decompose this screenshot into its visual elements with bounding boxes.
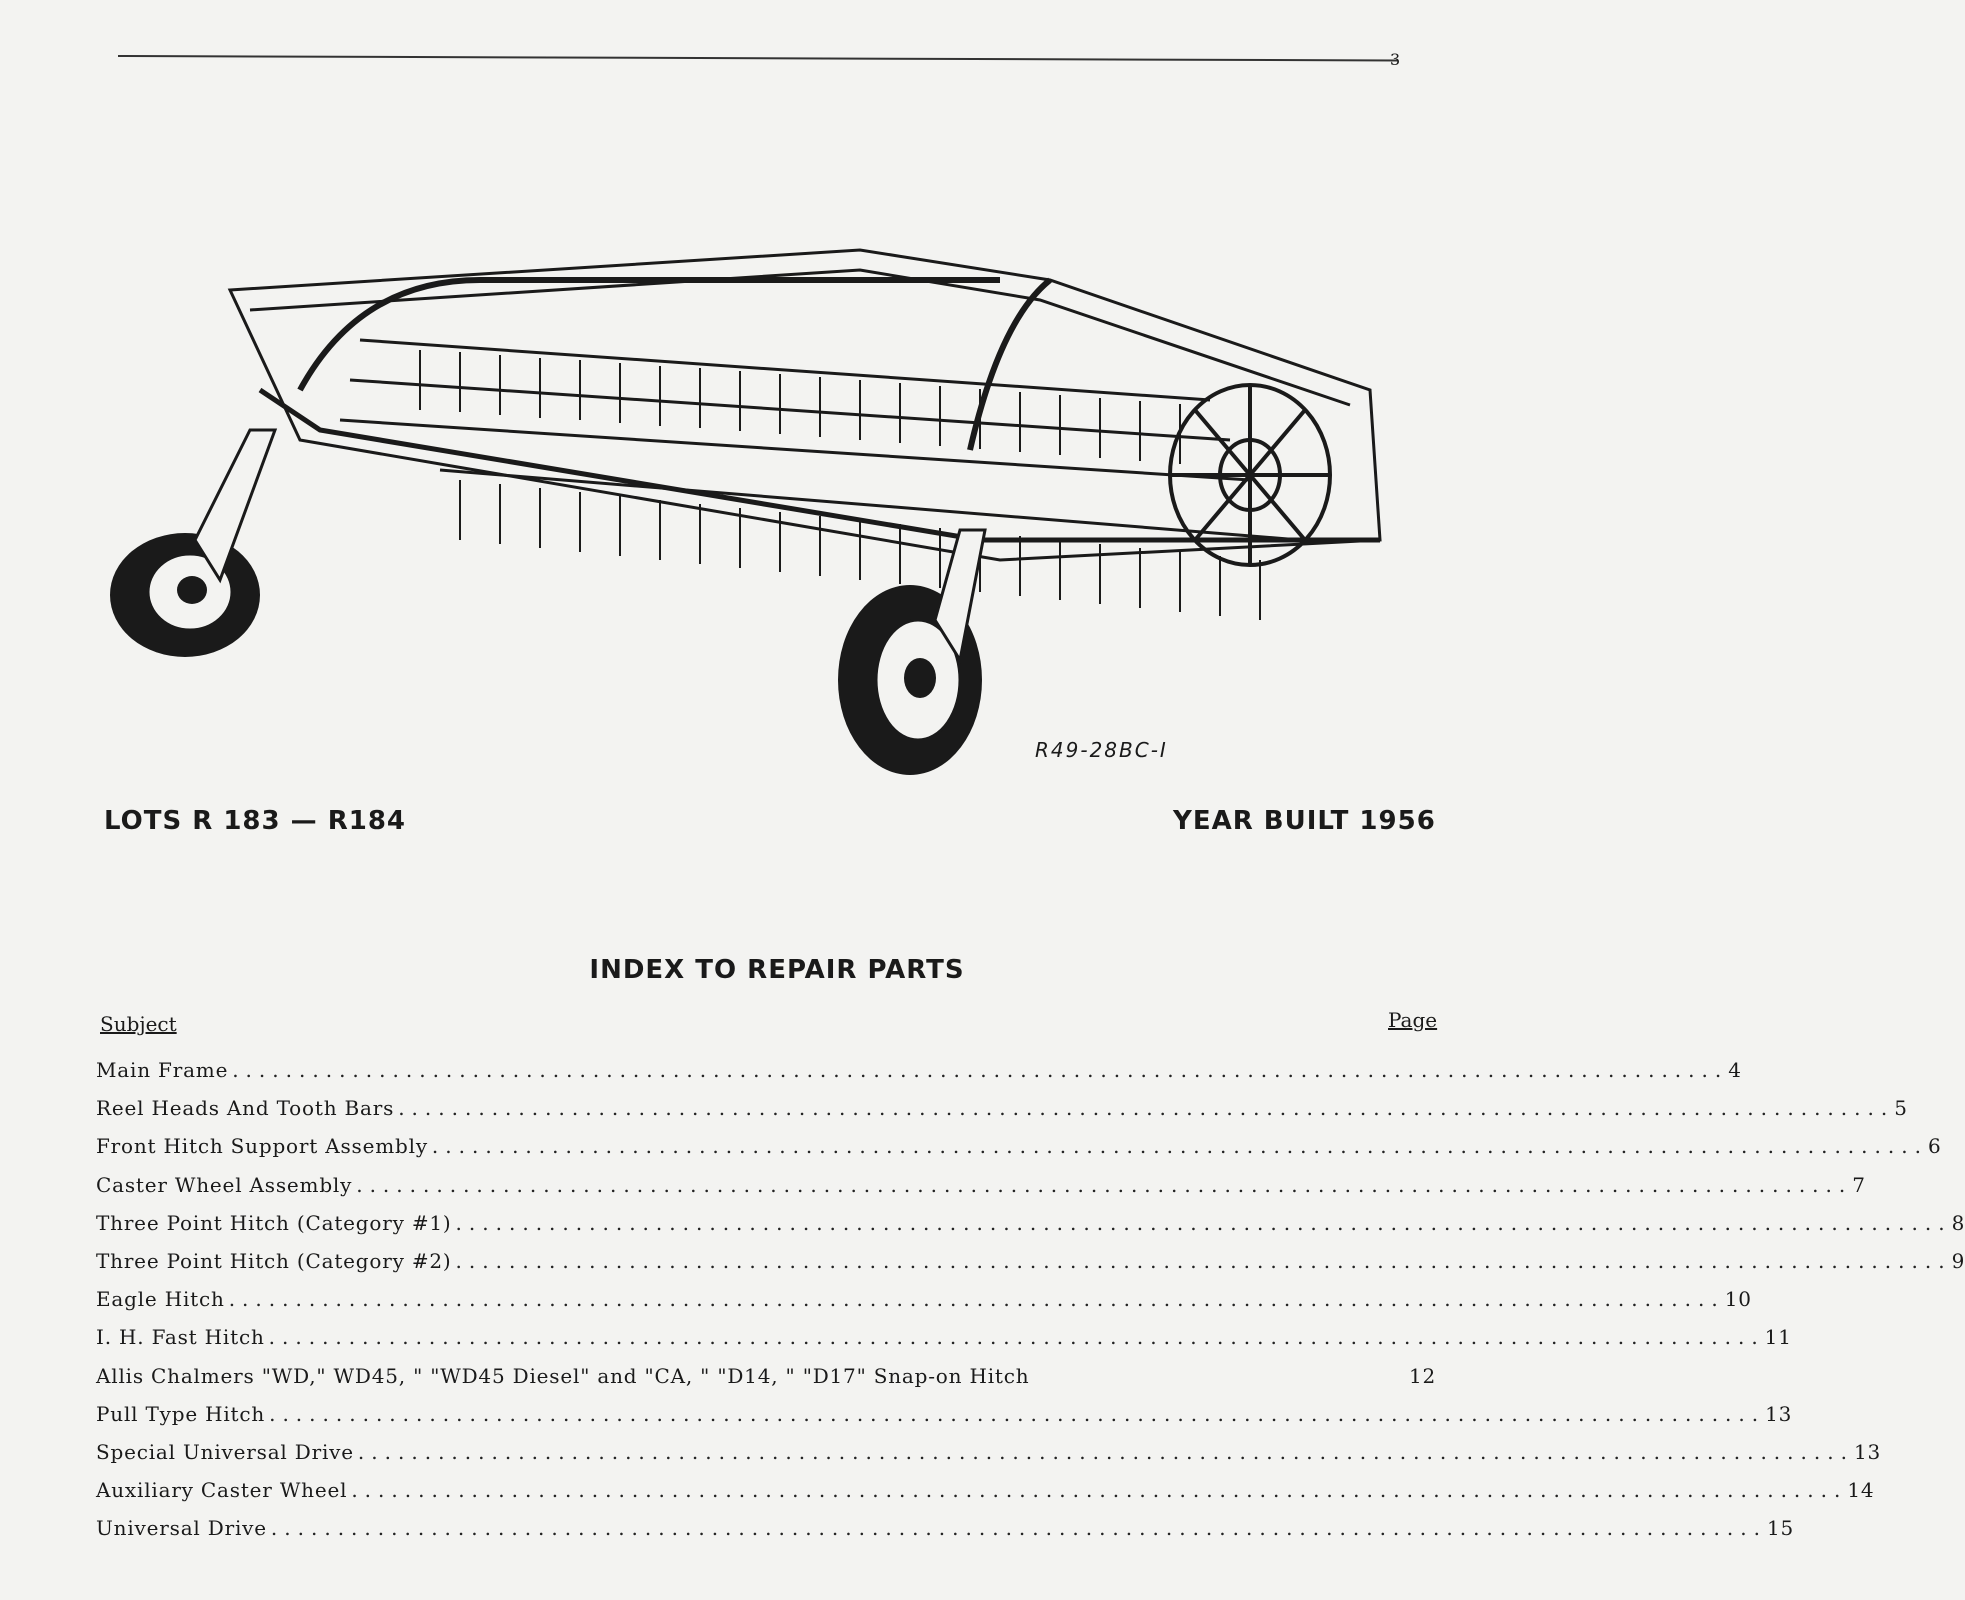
index-entry-pull-type-hitch <box>96 1401 1793 1440</box>
index-entry-page: 4 <box>1728 1058 1742 1082</box>
index-entry-front-hitch <box>96 1134 1942 1172</box>
index-entry-page: 11 <box>1764 1325 1792 1350</box>
index-entry-label: Pull Type Hitch <box>96 1401 266 1426</box>
index-entry-universal-drive <box>96 1516 1794 1554</box>
index-list <box>96 1058 1965 1554</box>
page-column-header: Page <box>1388 1008 1438 1032</box>
index-entry-page: 8 <box>1951 1210 1965 1235</box>
index-entry-label: Main Frame <box>96 1058 229 1082</box>
index-entry-label: Auxiliary Caster Wheel <box>96 1478 348 1503</box>
leader-dots: ................................................................................................................ <box>270 1516 1767 1541</box>
leader-dots: ................................................................................................................ <box>268 1325 1765 1350</box>
index-entry-label: Eagle Hitch <box>96 1287 225 1312</box>
index-entry-label: I. H. Fast Hitch <box>96 1325 265 1350</box>
leader-dots: ................................................................................................................ <box>398 1096 1895 1121</box>
index-entry-page: 5 <box>1894 1096 1908 1121</box>
year-built-caption: YEAR BUILT 1956 <box>1173 806 1436 836</box>
index-entry-label: Special Universal Drive <box>96 1439 354 1464</box>
index-entry-three-point-2 <box>96 1248 1965 1287</box>
index-entry-label: Three Point Hitch (Category #2) <box>96 1248 452 1273</box>
index-entry-label: Universal Drive <box>96 1516 267 1541</box>
index-entry-page: 9 <box>1951 1248 1965 1273</box>
index-entry-label: Allis Chalmers "WD," WD45, " "WD45 Diesel" and "CA, " "D14, " "D17" Snap-on Hitch <box>96 1363 1030 1388</box>
index-entry-page: 14 <box>1847 1478 1875 1503</box>
index-entry-ih-fast-hitch <box>96 1325 1792 1363</box>
leader-dots: ................................................................................................................ <box>351 1478 1848 1503</box>
figure-code: R49-28BC-I <box>1035 738 1168 762</box>
lots-caption: LOTS R 183 — R184 <box>104 806 406 836</box>
index-entry-page: 13 <box>1765 1401 1793 1426</box>
index-entry-page: 12 <box>1408 1363 1436 1388</box>
index-entry-label: Caster Wheel Assembly <box>96 1172 353 1197</box>
leader-dots: ................................................................................................................ <box>431 1134 1928 1159</box>
page-number: 3 <box>1390 50 1401 69</box>
index-entry-caster-wheel <box>96 1172 1866 1211</box>
leader-dots: ................................................................................................................ <box>232 1058 1729 1082</box>
index-entry-special-universal-drive <box>96 1439 1882 1478</box>
index-title: INDEX TO REPAIR PARTS <box>589 955 965 985</box>
subject-column-header: Subject <box>100 1012 177 1036</box>
index-entry-page: 15 <box>1766 1516 1794 1541</box>
index-entry-page: 10 <box>1724 1287 1752 1312</box>
index-entry-main-frame <box>96 1058 1742 1096</box>
leader-dots: ................................................................................................................ <box>269 1401 1766 1426</box>
index-entry-three-point-1 <box>96 1210 1965 1249</box>
leader-dots: ................................................................................................................ <box>228 1287 1725 1312</box>
index-entry-page: 6 <box>1927 1134 1942 1159</box>
leader-dots: ................................................................................................................ <box>455 1248 1952 1273</box>
index-entry-reel-heads <box>96 1096 1908 1134</box>
side-delivery-rake-illustration <box>100 240 1420 800</box>
index-entry-eagle-hitch <box>96 1287 1752 1325</box>
index-entry-auxiliary-caster-wheel <box>96 1478 1875 1516</box>
leader-dots: ................................................................................................................ <box>356 1172 1853 1197</box>
leader-dots: ................................................................................................................ <box>455 1210 1952 1235</box>
index-entry-label: Front Hitch Support Assembly <box>96 1134 428 1159</box>
index-entry-label: Reel Heads And Tooth Bars <box>96 1096 395 1121</box>
header-rule <box>118 55 1398 61</box>
index-entry-page: 13 <box>1853 1439 1882 1464</box>
index-entry-label: Three Point Hitch (Category #1) <box>96 1210 452 1235</box>
index-entry-page: 7 <box>1852 1172 1866 1197</box>
leader-dots: ................................................................................................................ <box>357 1439 1854 1464</box>
index-entry-allis-chalmers <box>96 1364 1436 1402</box>
